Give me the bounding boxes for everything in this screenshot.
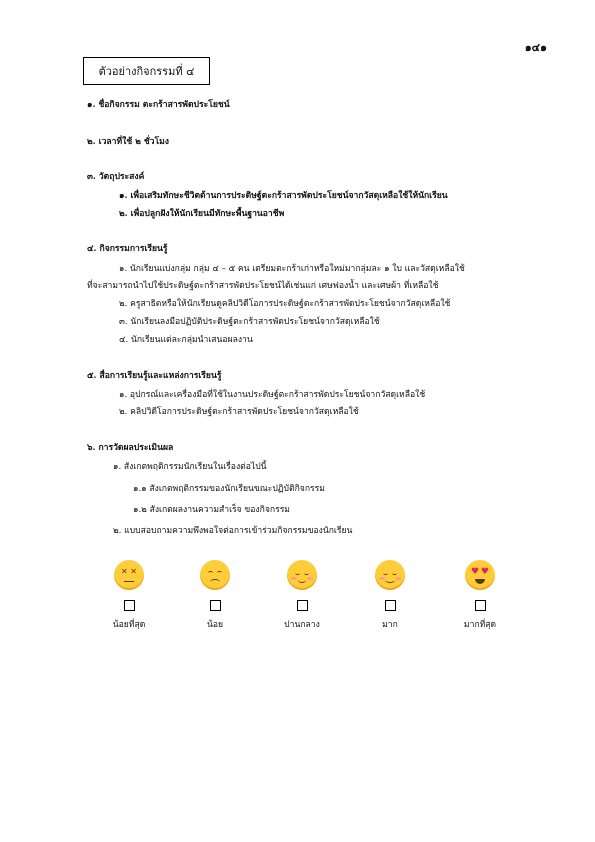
objective-item: ๒. เพื่อปลูกฝังให้นักเรียนมีทักษะพื้นฐานอาชีพ <box>119 209 285 219</box>
heading-evaluation: ๖. การวัดผลประเมินผล <box>87 443 174 453</box>
rating-option <box>350 560 430 631</box>
rating-label: ปานกลาง <box>284 620 320 630</box>
page-number: ๑๔๑ <box>524 41 547 54</box>
rating-checkbox[interactable] <box>210 600 221 611</box>
rating-checkbox[interactable] <box>475 600 486 611</box>
heart-eyes-face-icon: ♥ ♥ <box>465 560 495 590</box>
media-item: ๑. อุปกรณ์และเครื่องมือที่ใช้ในงานประดิษฐ์ตะกร้าสารพัดประโยชน์จากวัสดุเหลือใช้ <box>119 390 426 400</box>
activity-item: ๑. นักเรียนแบ่งกลุ่ม กลุ่ม ๔ – ๕ คน เตรียมตะกร้าเก่าหรือใหม่มากลุ่มละ ๑ ใบ และวัสดุเหลือใช้ <box>119 264 465 274</box>
rating-label: มาก <box>382 620 398 630</box>
heading-learning-activities: ๔. กิจกรรมการเรียนรู้ <box>87 244 168 254</box>
rating-label: มากที่สุด <box>463 620 497 630</box>
heading-duration: ๒. เวลาที่ใช้ ๒ ชั่วโมง <box>87 137 169 147</box>
media-item: ๒. คลิปวิดีโอการประดิษฐ์ตะกร้าสารพัดประโยชน์จากวัสดุเหลือใช้ <box>119 407 359 417</box>
rating-option <box>262 560 342 631</box>
evaluation-item: ๒. แบบสอบถามความพึงพอใจต่อการเข้าร่วมกิจกรรมของนักเรียน <box>113 526 353 536</box>
objective-item: ๑. เพื่อเสริมทักษะชีวิตด้านการประดิษฐ์ตะกร้าสารพัดประโยชน์จากวัสดุเหลือใช้ให้นักเรียน <box>119 191 448 201</box>
heading-objectives: ๓. วัตถุประสงค์ <box>87 172 145 182</box>
smiling-face-icon <box>375 560 405 590</box>
evaluation-subitem: ๑.๑ สังเกตพฤติกรรมของนักเรียนขณะปฏิบัติกิจกรรม <box>133 484 325 494</box>
evaluation-subitem: ๑.๒ สังเกตผลงานความสำเร็จ ของกิจกรรม <box>133 505 290 515</box>
activity-item: ๔. นักเรียนแต่ละกลุ่มนำเสนอผลงาน <box>119 335 253 345</box>
satisfaction-rating-scale <box>0 560 595 640</box>
rating-option <box>175 560 255 631</box>
rating-checkbox[interactable] <box>124 600 135 611</box>
dizzy-face-icon: ✕ ✕ <box>114 560 144 590</box>
activity-title: ตัวอย่างกิจกรรมที่ ๔ <box>98 65 195 78</box>
heading-activity-name: ๑. ชื่อกิจกรรม ตะกร้าสารพัดประโยชน์ <box>87 100 230 110</box>
relieved-face-icon <box>287 560 317 590</box>
rating-checkbox[interactable] <box>385 600 396 611</box>
disappointed-face-icon <box>200 560 230 590</box>
rating-option <box>440 560 520 631</box>
evaluation-item: ๑. สังเกตพฤติกรรมนักเรียนในเรื่องต่อไปนี้ <box>113 462 267 472</box>
heading-learning-media: ๕. สื่อการเรียนรู้และแหล่งการเรียนรู้ <box>87 371 222 381</box>
rating-label: น้อยที่สุด <box>112 620 146 630</box>
activity-title-box <box>83 57 210 85</box>
activity-item: ๓. นักเรียนลงมือปฏิบัติประดิษฐ์ตะกร้าสารพัดประโยชน์จากวัสดุเหลือใช้ <box>119 317 380 327</box>
activity-item-continued: ที่จะสามารถนำไปใช้ประดิษฐ์ตะกร้าสารพัดประโยชน์ได้เช่นแก่ เศษฟองน้ำ และเศษผ้า ที่เหลือใช้ <box>87 281 439 291</box>
rating-checkbox[interactable] <box>297 600 308 611</box>
rating-option <box>89 560 169 631</box>
rating-label: น้อย <box>206 620 224 630</box>
activity-item: ๒. ครูสาธิตหรือให้นักเรียนดูคลิปวิดีโอการประดิษฐ์ตะกร้าสารพัดประโยชน์จากวัสดุเหลือใช้ <box>119 299 451 309</box>
